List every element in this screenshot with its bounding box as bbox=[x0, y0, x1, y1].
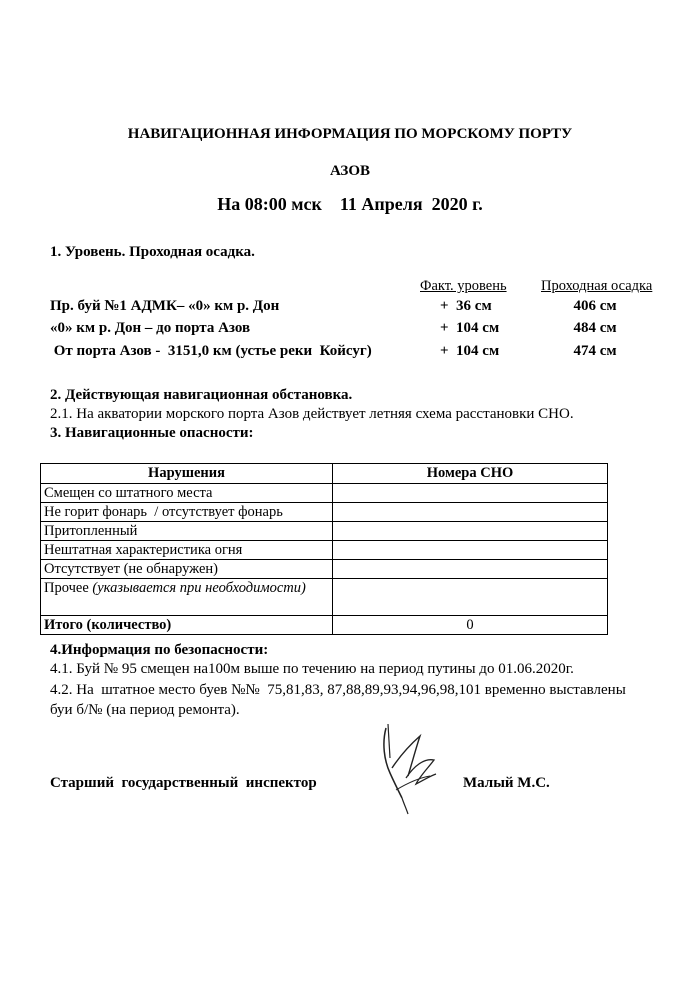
table-header-row bbox=[41, 464, 608, 484]
port-name: АЗОВ bbox=[329, 163, 371, 179]
table-cell-violation: Притопленный bbox=[41, 522, 333, 541]
table-row bbox=[41, 484, 608, 503]
table-cell-violation: Отсутствует (не обнаружен) bbox=[41, 560, 333, 579]
table-cell-numbers bbox=[333, 579, 608, 616]
table-cell-numbers bbox=[333, 560, 608, 579]
date-line: На 08:00 мск 11 Апреля 2020 г. bbox=[217, 194, 483, 214]
table-row bbox=[41, 560, 608, 579]
level-row-draft: 406 см bbox=[573, 298, 617, 314]
level-row-label: «0» км р. Дон – до порта Азов bbox=[50, 320, 251, 336]
signature-stroke bbox=[406, 760, 436, 784]
section-4-item-2-cont: буи б/№ (на период ремонта). bbox=[50, 702, 240, 718]
table-header-numbers: Номера СНО bbox=[333, 464, 608, 484]
document-title: НАВИГАЦИОННАЯ ИНФОРМАЦИЯ ПО МОРСКОМУ ПОРТУ bbox=[127, 126, 573, 142]
signature-stroke bbox=[388, 724, 390, 758]
table-cell-other bbox=[41, 579, 333, 616]
table-cell-numbers bbox=[333, 503, 608, 522]
level-row-draft: 474 см bbox=[573, 343, 617, 359]
section-2-text: 2.1. На акватории морского порта Азов действует летняя схема расстановки СНО. bbox=[50, 406, 574, 422]
level-row-level: + 104 см bbox=[440, 320, 500, 336]
level-row-level: + 36 см bbox=[440, 298, 492, 314]
table-row bbox=[41, 503, 608, 522]
table-row-other bbox=[41, 579, 608, 616]
signature-stroke bbox=[392, 736, 420, 776]
table-header-violations: Нарушения bbox=[41, 464, 333, 484]
signatory-name: Малый М.С. bbox=[463, 775, 550, 791]
section-1-heading: 1. Уровень. Проходная осадка. bbox=[50, 244, 255, 260]
handwritten-signature bbox=[372, 718, 462, 818]
table-cell-numbers bbox=[333, 541, 608, 560]
level-row-label: Пр. буй №1 АДМК– «0» км р. Дон bbox=[50, 298, 280, 314]
signatory-position: Старший государственный инспектор bbox=[50, 775, 317, 791]
table-row bbox=[41, 541, 608, 560]
table-row bbox=[41, 522, 608, 541]
level-row-label: От порта Азов - 3151,0 км (устье реки Койсуг) bbox=[50, 343, 372, 359]
table-cell-numbers bbox=[333, 484, 608, 503]
table-cell-violation: Нештатная характеристика огня bbox=[41, 541, 333, 560]
section-2-heading: 2. Действующая навигационная обстановка. bbox=[50, 387, 353, 403]
table-cell-total-label: Итого (количество) bbox=[41, 616, 333, 635]
section-4-item-1: 4.1. Буй № 95 смещен на100м выше по течению на период путины до 01.06.2020г. bbox=[50, 661, 574, 677]
level-row-draft: 484 см bbox=[573, 320, 617, 336]
hazards-table bbox=[40, 463, 608, 635]
table-cell-violation: Не горит фонарь / отсутствует фонарь bbox=[41, 503, 333, 522]
signature-stroke bbox=[402, 798, 408, 814]
section-4-item-2: 4.2. На штатное место буев №№ 75,81,83, 87,88,89,93,94,96,98,101 временно выставлены bbox=[50, 682, 626, 698]
section-3-heading: 3. Навигационные опасности: bbox=[50, 425, 254, 441]
signature-stroke bbox=[396, 776, 430, 790]
other-note: (указывается при необходимости) bbox=[92, 580, 306, 596]
section-4-heading: 4.Информация по безопасности: bbox=[50, 642, 269, 658]
table-row-total bbox=[41, 616, 608, 635]
table-cell-numbers bbox=[333, 522, 608, 541]
column-header-level: Факт. уровень bbox=[420, 278, 507, 294]
level-row-level: + 104 см bbox=[440, 343, 500, 359]
column-header-draft: Проходная осадка bbox=[541, 278, 653, 294]
table-cell-violation: Смещен со штатного места bbox=[41, 484, 333, 503]
table-cell-total-value: 0 bbox=[333, 616, 608, 635]
other-label: Прочее bbox=[44, 580, 93, 596]
